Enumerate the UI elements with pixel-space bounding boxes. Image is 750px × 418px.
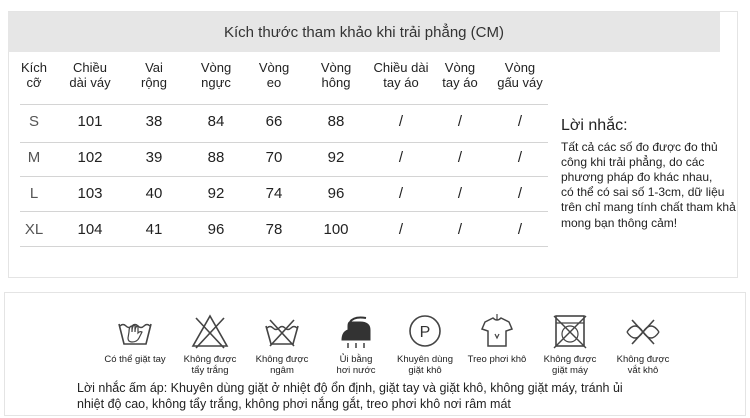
care-label-hang-dry: Treo phơi khô [467, 354, 527, 365]
no-machine-wash-icon [550, 312, 590, 350]
cell-shoulder: 39 [145, 149, 163, 166]
cell-bust: 96 [207, 221, 225, 238]
cell-size: L [29, 185, 39, 202]
cell-hip: 88 [327, 113, 345, 130]
size-chart-title-bar [8, 12, 720, 52]
header-hip: Vòng hông [320, 60, 352, 90]
cell-bust: 88 [207, 149, 225, 166]
care-label-dry-clean: Khuyên dùng [397, 354, 453, 365]
row-divider [20, 142, 548, 143]
cell-sleeve-width: / [457, 113, 463, 130]
reminder-line: công khi trải phẳng, do các [561, 155, 705, 169]
cell-size: M [27, 149, 41, 166]
cell-bust: 92 [207, 185, 225, 202]
reminder-title: Lời nhắc: [561, 117, 628, 134]
care-label-steam-iron: hơi nước [336, 365, 376, 376]
cell-hem: / [517, 221, 523, 238]
header-shoulder: Vai rộng [140, 60, 168, 90]
cell-waist: 78 [265, 221, 283, 238]
reminder-line: có thể có sai số 1-3cm, dữ liệu [561, 185, 725, 199]
cell-hem: / [517, 113, 523, 130]
cell-sleeve-length: / [398, 185, 404, 202]
reminder-line: trên chỉ mang tính chất tham khả [561, 200, 736, 214]
cell-size: XL [24, 221, 44, 238]
row-divider [20, 211, 548, 212]
warm-reminder-line: nhiệt độ cao, không tẩy trắng, không phơi nắng gắt, treo phơi khô nơi râm mát [77, 397, 511, 411]
cell-hem: / [517, 185, 523, 202]
cell-dress-length: 104 [77, 221, 103, 238]
cell-waist: 66 [265, 113, 283, 130]
row-divider [20, 246, 548, 247]
cell-sleeve-length: / [398, 149, 404, 166]
size-chart-title: Kích thước tham khảo khi trải phẳng (CM) [224, 24, 504, 41]
row-divider [20, 176, 548, 177]
steam-iron-icon [336, 312, 376, 350]
care-label-no-bleach: Không được [183, 354, 237, 365]
cell-size: S [28, 113, 40, 130]
cell-dress-length: 103 [77, 185, 103, 202]
care-label-no-wring: vắt khô [627, 365, 659, 376]
care-label-no-soak: ngâm [270, 365, 294, 376]
cell-bust: 84 [207, 113, 225, 130]
header-sleeve-length: Chiều dài tay áo [373, 60, 429, 90]
hang-dry-icon [477, 312, 517, 350]
row-divider [20, 104, 548, 105]
cell-waist: 70 [265, 149, 283, 166]
warm-reminder-line: Lời nhắc ấm áp: Khuyên dùng giặt ở nhiệt độ ổn định, giặt tay và giặt khô, không giặt máy, tránh ủi [77, 381, 623, 395]
dry-clean-icon [405, 312, 445, 350]
cell-dress-length: 102 [77, 149, 103, 166]
header-size: Kích cỡ [20, 60, 48, 90]
cell-hip: 92 [327, 149, 345, 166]
no-soak-icon [262, 312, 302, 350]
cell-hip: 100 [323, 221, 349, 238]
cell-sleeve-width: / [457, 149, 463, 166]
cell-sleeve-width: / [457, 221, 463, 238]
care-label-no-machine-wash: Không được [543, 354, 597, 365]
care-label-no-soak: Không được [255, 354, 309, 365]
cell-shoulder: 40 [145, 185, 163, 202]
svg-text:P: P [419, 324, 431, 341]
cell-hip: 96 [327, 185, 345, 202]
header-waist: Vòng eo [258, 60, 290, 90]
header-hem: Vòng gấu váy [497, 60, 543, 90]
header-bust: Vòng ngực [200, 60, 232, 90]
care-label-no-bleach: tẩy trắng [191, 365, 229, 376]
header-dress-length: Chiều dài váy [69, 60, 111, 90]
care-label-dry-clean: giặt khô [408, 365, 442, 376]
header-sleeve-width: Vòng tay áo [442, 60, 478, 90]
hand-wash-icon [115, 312, 155, 350]
care-label-no-machine-wash: giặt máy [552, 365, 588, 376]
reminder-line: Tất cả các số đo được đo thủ [561, 140, 718, 154]
cell-dress-length: 101 [77, 113, 103, 130]
cell-hem: / [517, 149, 523, 166]
cell-sleeve-length: / [398, 113, 404, 130]
care-label-hand-wash: Có thể giặt tay [104, 354, 166, 365]
cell-shoulder: 38 [145, 113, 163, 130]
care-label-steam-iron: Ủi bằng [339, 354, 373, 365]
no-wring-icon [623, 312, 663, 350]
care-label-no-wring: Không được [616, 354, 670, 365]
cell-waist: 74 [265, 185, 283, 202]
cell-sleeve-length: / [398, 221, 404, 238]
cell-shoulder: 41 [145, 221, 163, 238]
no-bleach-icon [190, 312, 230, 350]
reminder-line: phương pháp đo khác nhau, [561, 170, 713, 184]
cell-sleeve-width: / [457, 185, 463, 202]
reminder-line: mong bạn thông cảm! [561, 216, 678, 230]
